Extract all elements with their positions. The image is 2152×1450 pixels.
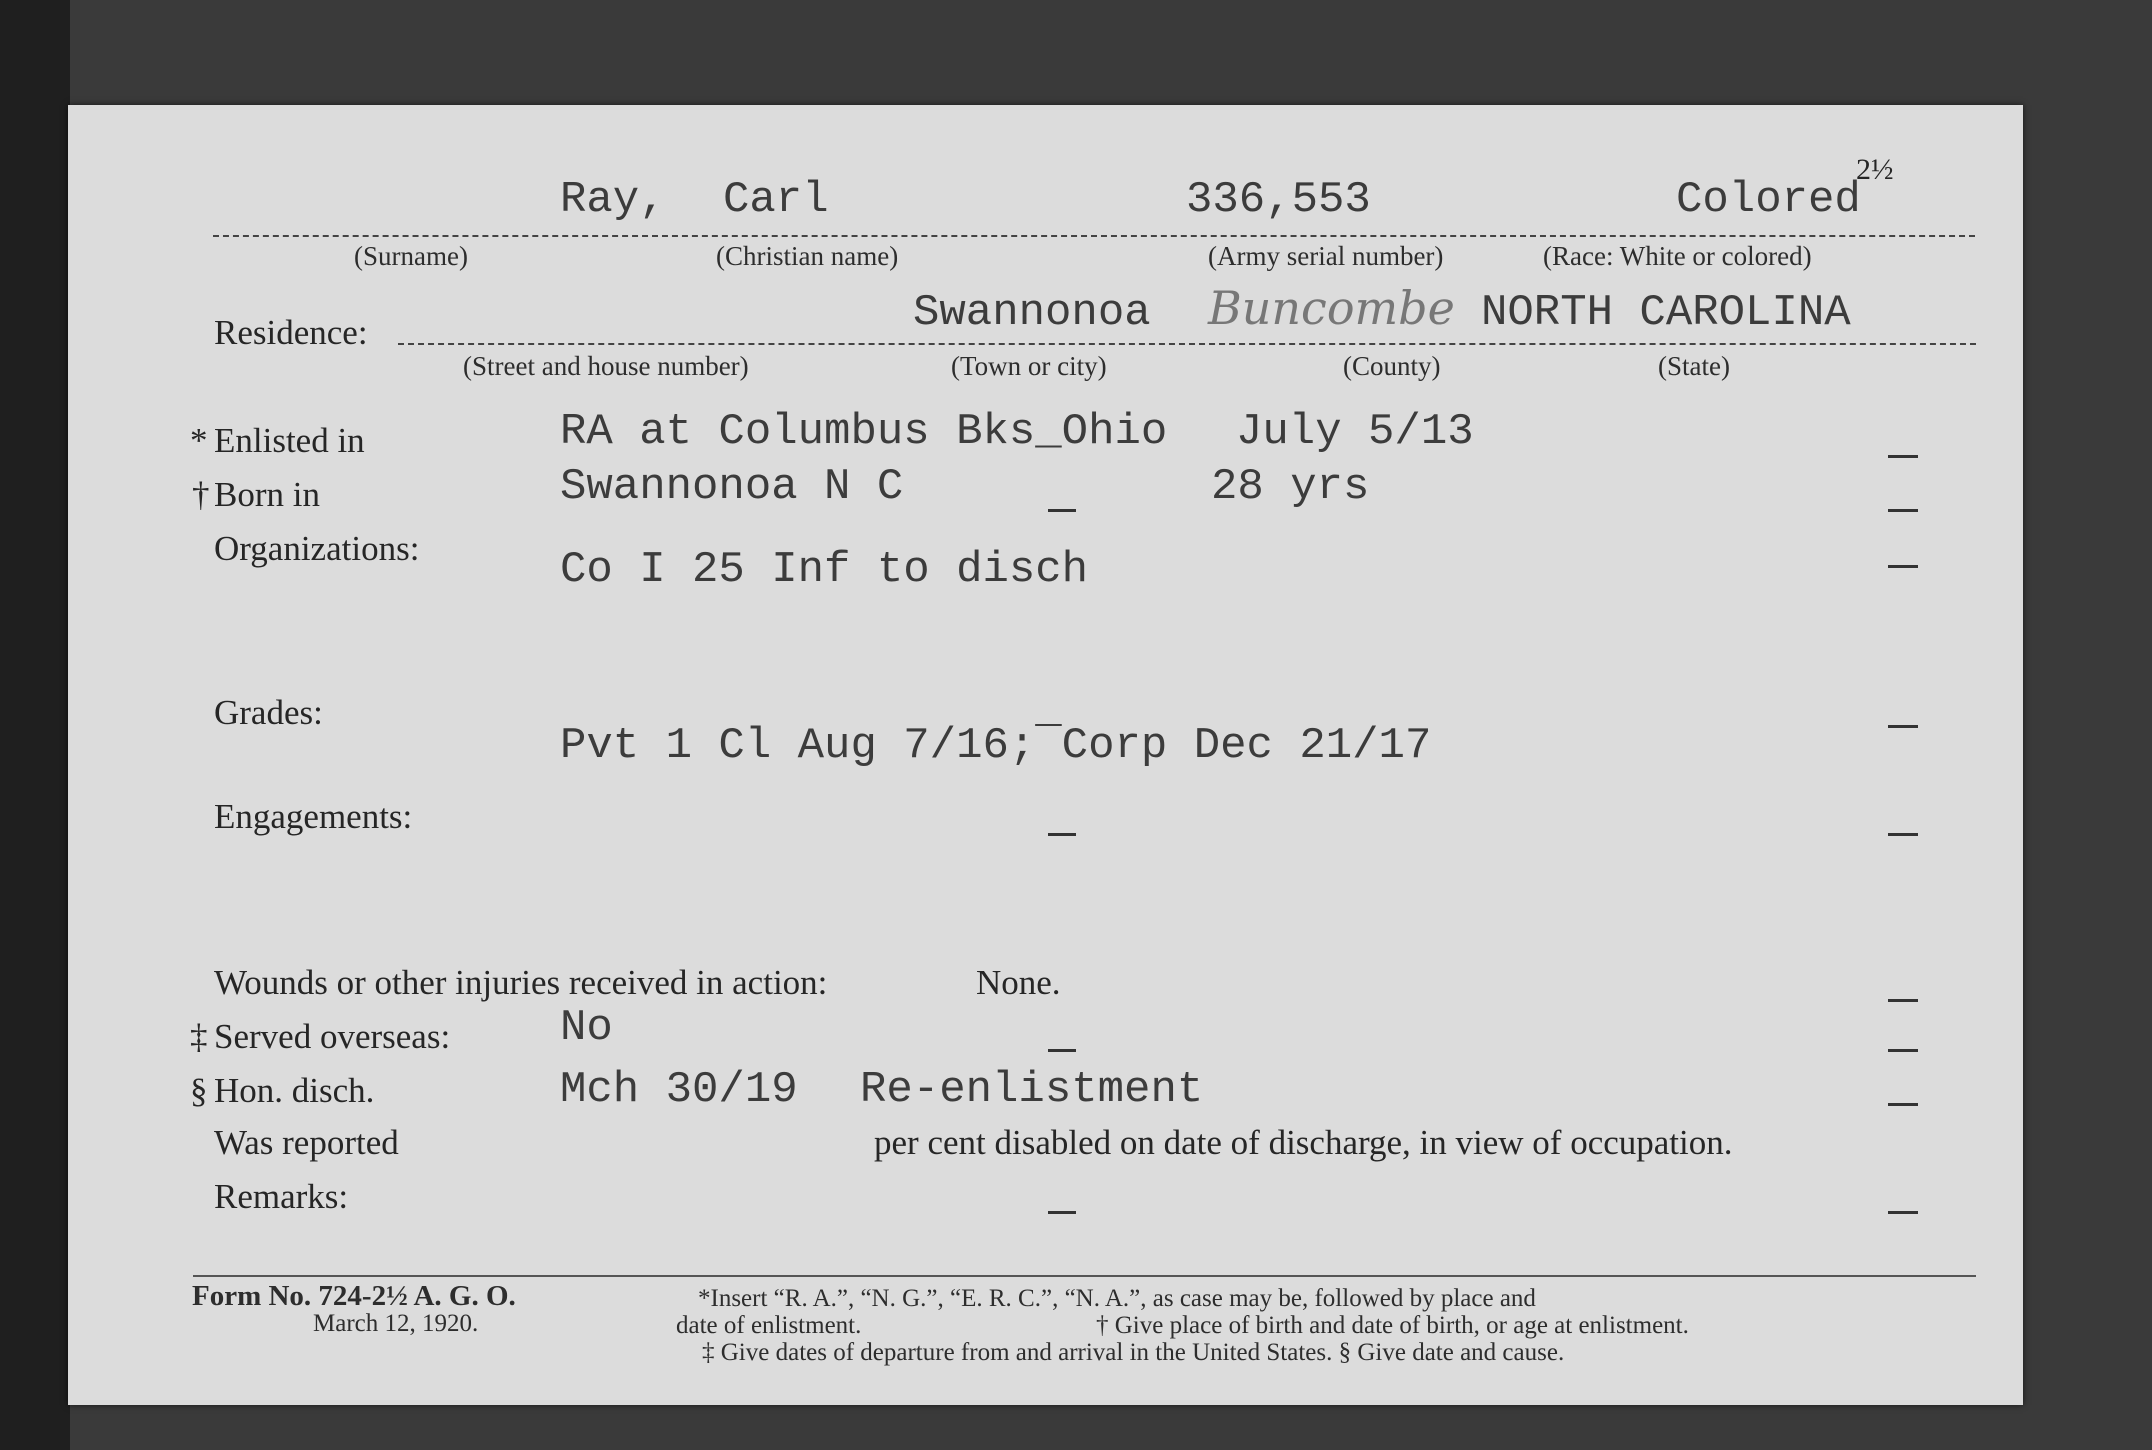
christian-name-caption: (Christian name) [716, 241, 899, 271]
grades-value: Pvt 1 Cl Aug 7/16;‾Corp Dec 21/17 [560, 721, 1432, 771]
born-value: Swannonoa N C [560, 462, 904, 512]
state-caption: (State) [1658, 351, 1730, 381]
residence-town: Swannonoa [913, 288, 1151, 338]
enlisted-value: RA at Columbus Bks_Ohio [560, 407, 1168, 457]
residence-label: Residence: [214, 313, 368, 352]
hon-disch-mark: § [190, 1071, 208, 1110]
footnote-line-2b: † Give place of birth and date of birth, or age at enlistment. [1096, 1312, 1689, 1339]
hon-disch-date: Mch 30/19 [560, 1065, 798, 1115]
residence-state: NORTH CAROLINA [1481, 288, 1851, 338]
surname-value: Ray, [560, 175, 666, 225]
born-label: Born in [214, 475, 320, 514]
enlisted-mark: * [190, 421, 208, 460]
engagements-label: Engagements: [214, 797, 413, 836]
race-value: Colored [1676, 175, 1861, 225]
footer-rule [193, 1275, 1976, 1277]
engagements-mid-tick [1048, 833, 1076, 836]
county-caption: (County) [1343, 351, 1441, 381]
footnote-line-3: ‡ Give dates of departure from and arrival in the United States. § Give date and cause. [702, 1339, 1565, 1366]
service-record-card [68, 105, 2023, 1405]
scan-background [0, 0, 70, 1450]
town-caption: (Town or city) [951, 351, 1107, 381]
grades-label: Grades: [214, 693, 323, 732]
enlisted-date: July 5/13 [1236, 407, 1474, 457]
serial-number-value: 336,553 [1186, 175, 1371, 225]
form-date: March 12, 1920. [313, 1310, 479, 1337]
engagements-tick [1888, 833, 1918, 836]
race-caption: (Race: White or colored) [1543, 241, 1812, 271]
enlisted-tick [1888, 455, 1918, 458]
overseas-label: Served overseas: [214, 1017, 451, 1056]
reported-text: per cent disabled on date of discharge, in view of occupation. [874, 1123, 1733, 1162]
remarks-label: Remarks: [214, 1177, 349, 1216]
overseas-mark: ‡ [190, 1017, 208, 1056]
corner-mark: 2½ [1856, 153, 1894, 186]
organizations-value: Co I 25 Inf to disch [560, 545, 1089, 595]
residence-rule [398, 343, 1976, 345]
reported-label: Was reported [214, 1123, 399, 1162]
grades-tick [1888, 725, 1918, 728]
overseas-tick [1888, 1049, 1918, 1052]
footnote-line-1: *Insert “R. A.”, “N. G.”, “E. R. C.”, “N. A.”, as case may be, followed by place and [698, 1285, 1536, 1312]
hon-disch-note: Re-enlistment [860, 1065, 1204, 1115]
enlisted-label: Enlisted in [214, 421, 365, 460]
hon-disch-tick [1888, 1103, 1918, 1106]
form-number: Form No. 724-2½ A. G. O. [192, 1280, 516, 1312]
serial-number-caption: (Army serial number) [1208, 241, 1444, 271]
wounds-value: None. [976, 963, 1061, 1002]
remarks-mid-tick [1048, 1211, 1076, 1214]
residence-county-handwritten: Buncombe [1208, 281, 1455, 335]
overseas-mid-tick [1048, 1049, 1076, 1052]
footnote-line-2a: date of enlistment. [676, 1312, 862, 1339]
surname-caption: (Surname) [354, 241, 468, 271]
street-caption: (Street and house number) [463, 351, 749, 381]
born-tick [1888, 509, 1918, 512]
organizations-label: Organizations: [214, 529, 420, 568]
remarks-tick [1888, 1211, 1918, 1214]
overseas-value: No [560, 1003, 613, 1053]
wounds-label: Wounds or other injuries received in action: [214, 963, 828, 1002]
born-mark: † [192, 475, 210, 514]
born-mid-tick [1048, 509, 1076, 512]
hon-disch-label: Hon. disch. [214, 1071, 375, 1110]
christian-name-value: Carl [723, 175, 829, 225]
wounds-tick [1888, 999, 1918, 1002]
header-rule [213, 235, 1975, 237]
organizations-tick [1888, 565, 1918, 568]
born-age: 28 yrs [1211, 462, 1370, 512]
